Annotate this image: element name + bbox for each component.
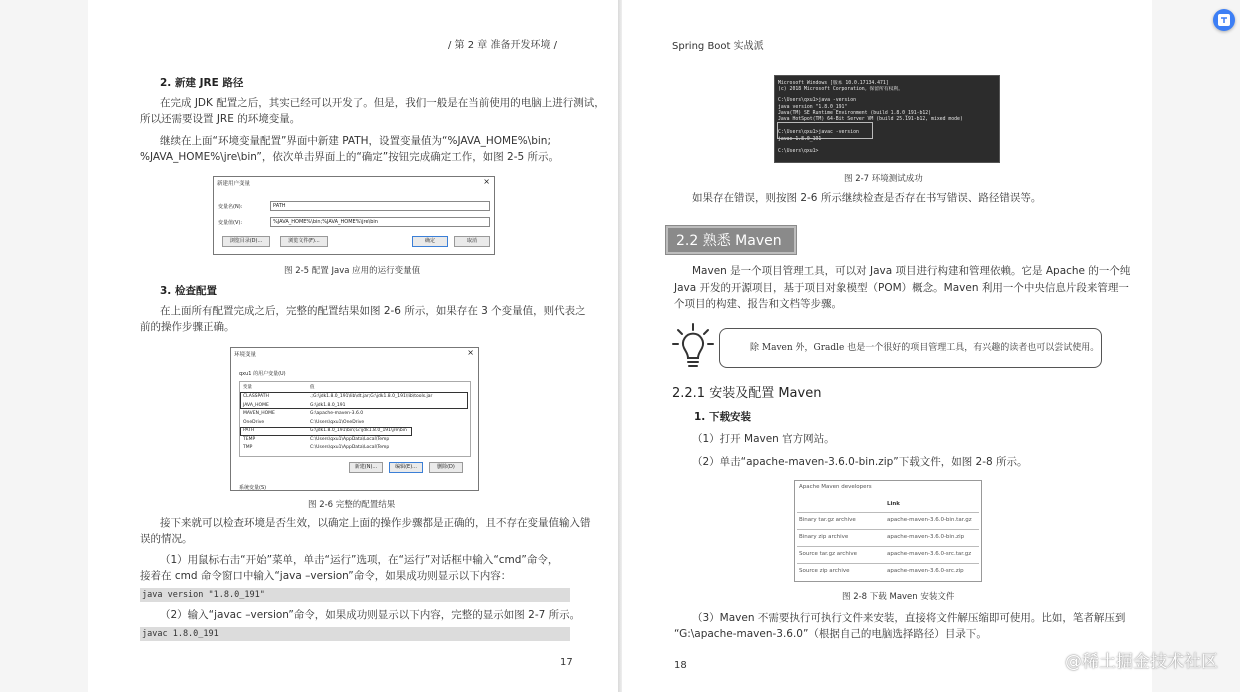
highlight-box [240,427,412,436]
highlight-box [240,392,468,409]
user-variables-label: qxu1 的用户变量(U) [239,371,286,377]
table-row-name: Binary tar.gz archive [799,517,856,523]
paragraph-line: 前的操作步骤正确。 [140,321,235,333]
paragraph-line: Maven 是一个项目管理工具，可以对 Java 项目进行构建和管理依赖。它是 Apache 的一个纯 [692,265,1131,277]
heading-check-config: 3. 检查配置 [160,285,217,297]
console-line: javac 1.8.0_191 [778,136,822,142]
column-header-variable: 变量 [243,385,252,390]
new-user-variable-dialog [213,176,495,255]
browse-file-button[interactable]: 浏览文件(F)... [280,236,328,247]
console-line: C:\Users\qxu1>javac -version [778,130,859,136]
delete-variable-button[interactable]: 删除(D) [429,462,463,473]
figure-caption: 图 2-5 配置 Java 应用的运行变量值 [284,266,421,276]
new-variable-button[interactable]: 新建(N)... [349,462,383,473]
table-row-value[interactable]: G:\apache-maven-3.6.0 [310,411,364,416]
figure-caption: 图 2-8 下载 Maven 安装文件 [842,592,955,602]
paragraph-line: Java 开发的开源项目，基于项目对象模型（POM）概念。Maven 利用一个中央信息片段来管理一 [674,282,1129,294]
system-variables-label: 系统变量(S) [239,485,267,491]
table-row-variable[interactable]: TEMP [243,436,256,442]
left-page [88,0,618,692]
paragraph-line: （1）用鼠标右击“开始”菜单，单击“运行”选项，在“运行”对话框中输入“cmd”命令， [160,554,559,566]
highlight-box [777,122,873,139]
row-divider [797,563,979,564]
console-line: C:\Users\qxu1> [778,149,819,155]
console-line: java version "1.8.0_191" [778,104,848,110]
paragraph-line: 在完成 JDK 配置之后，其实已经可以开发了。但是，我们一般是在当前使用的电脑上进行测试， [160,97,605,109]
column-header-value: 值 [310,385,315,390]
table-row-name: Source tar.gz archive [799,551,857,557]
console-window [774,75,1000,163]
variable-value-input[interactable]: %JAVA_HOME%\bin;%JAVA_HOME%\jre\bin [270,217,490,227]
table-header: Apache Maven developers [799,484,872,490]
dialog-title: 新建用户变量 [217,181,251,187]
variable-name-label: 变量名(N): [218,204,243,210]
watermark: @稀土掘金技术社区 [1065,652,1218,672]
user-variables-list [239,381,471,457]
table-row-variable[interactable]: CLASSPATH [243,394,269,399]
table-row-value[interactable]: G:\jdk1.8.0_191 [310,402,346,408]
heading-download: 1. 下载安装 [694,411,751,423]
row-divider [797,529,979,530]
code-block: java version "1.8.0_191" [140,588,570,602]
table-row-variable[interactable]: OneDrive [243,419,265,425]
table-row-name: Binary zip archive [799,534,849,540]
console-line: Microsoft Windows [版本 10.0.17134.471] [778,81,889,86]
heading-new-jre: 2. 新建 JRE 路径 [160,77,244,89]
viewer-tool-button[interactable] [1213,9,1235,31]
close-icon[interactable]: × [467,348,474,357]
console-line: (c) 2018 Microsoft Corporation。保留所有权利。 [778,87,904,93]
translate-icon [1213,9,1235,31]
ok-button[interactable]: 确定 [412,236,448,247]
download-link[interactable]: apache-maven-3.6.0-bin.zip [887,534,965,540]
paragraph-line: 继续在上面“环境变量配置”界面中新建 PATH，设置变量值为“%JAVA_HOME%\bin; [160,135,551,147]
download-link[interactable]: apache-maven-3.6.0-bin.tar.gz [887,517,972,523]
paragraph-line: 如果存在错误，则按图 2-6 所示继续检查是否存在书写错误、路径错误等。 [692,192,1042,204]
paragraph-line: （3）Maven 不需要执行可执行文件来安装，直接将文件解压缩即可使用。比如，笔者解压到 [692,612,1126,624]
running-header: / 第 2 章 准备开发环境 / [448,40,557,51]
paragraph-line: 接下来就可以检查环境是否生效，以确定上面的操作步骤都是正确的，且不存在变量值输入错 [160,517,591,529]
console-line: Java(TM) SE Runtime Environment (build 1.8.0_191-b12) [778,111,932,116]
row-divider [797,512,979,513]
variable-name-input[interactable]: PATH [270,201,490,211]
table-row-variable[interactable]: TMP [243,445,253,450]
tip-box: 除 Maven 外，Gradle 也是一个很好的项目管理工具，有兴趣的读者也可以尝试使用。 [719,328,1102,368]
figure-caption: 图 2-6 完整的配置结果 [308,500,396,510]
running-header: Spring Boot 实战派 [672,41,764,52]
edit-variable-button[interactable]: 编辑(E)... [389,462,423,473]
table-row-value[interactable]: .;G:\jdk1.8.0_191\lib\dt.jar;G:\jdk1.8.0_191\lib\tools.jar [310,394,433,399]
table-row-variable[interactable]: PATH [243,428,255,433]
paragraph-line: %JAVA_HOME%\jre\bin”，依次单击界面上的“确定”按钮完成确定工作，如图 2-5 所示。 [140,151,560,163]
paragraph-line: “G:\apache-maven-3.6.0”（根据自己的电脑选择路径）目录下。 [674,628,987,640]
page-number: 18 [674,660,687,671]
table-row-value[interactable]: C:\Users\qxu1\AppData\Local\Temp [310,445,390,450]
section-heading: 2.2 熟悉 Maven [666,226,796,254]
table-row-value[interactable]: C:\Users\qxu1\AppData\Local\Temp [310,436,390,442]
paragraph-line: （2）输入“javac –version”命令，如果成功则显示以下内容，完整的显示如图 2-7 所示。 [160,609,581,621]
table-row-name: Source zip archive [799,568,850,574]
maven-download-table [794,480,982,582]
figure-caption: 图 2-7 环境测试成功 [844,174,923,184]
paragraph-line: 在上面所有配置完成之后，完整的配置结果如图 2-6 所示，如果存在 3 个变量值，则代表之 [160,305,586,317]
page-number: 17 [560,657,573,668]
table-row-value[interactable]: C:\Users\qxu1\OneDrive [310,419,365,425]
console-line: C:\Users\qxu1>java -version [778,98,856,104]
download-link[interactable]: apache-maven-3.6.0-src.zip [887,568,964,574]
variable-value-label: 变量值(V): [218,220,243,226]
right-page [622,0,1152,692]
dialog-title: 环境变量 [234,352,257,358]
paragraph-line: 所以还需要设置 JRE 的环境变量。 [140,113,301,125]
paragraph-line: 接着在 cmd 命令窗口中输入“java –version”命令，如果成功则显示以下内容： [140,570,512,582]
environment-variables-dialog [230,347,479,491]
paragraph-line: （2）单击“apache-maven-3.6.0-bin.zip”下载文件，如图 2-8 所示。 [692,456,1028,468]
subsection-heading: 2.2.1 安装及配置 Maven [672,386,822,401]
table-row-variable[interactable]: JAVA_HOME [243,402,269,408]
table-row-value[interactable]: G:\jdk1.8.0_191\bin;G:\jdk1.8.0_191\jre\bin [310,428,407,433]
lightbulb-icon [672,322,714,374]
console-line: Java HotSpot(TM) 64-Bit Server VM (build 25.191-b12, mixed mode) [778,117,963,123]
paragraph-line: 个项目的构建、报告和文档等步骤。 [674,298,842,310]
cancel-button[interactable]: 取消 [454,236,490,247]
row-divider [797,546,979,547]
download-link[interactable]: apache-maven-3.6.0-src.tar.gz [887,551,972,557]
close-icon[interactable]: × [483,177,490,186]
paragraph-line: （1）打开 Maven 官方网站。 [692,433,835,445]
code-block: javac 1.8.0_191 [140,627,570,641]
column-header-link: Link [887,501,900,507]
table-row-variable[interactable]: MAVEN_HOME [243,411,275,416]
browse-directory-button[interactable]: 浏览目录(D)... [222,236,270,247]
paragraph-line: 误的情况。 [140,533,193,545]
